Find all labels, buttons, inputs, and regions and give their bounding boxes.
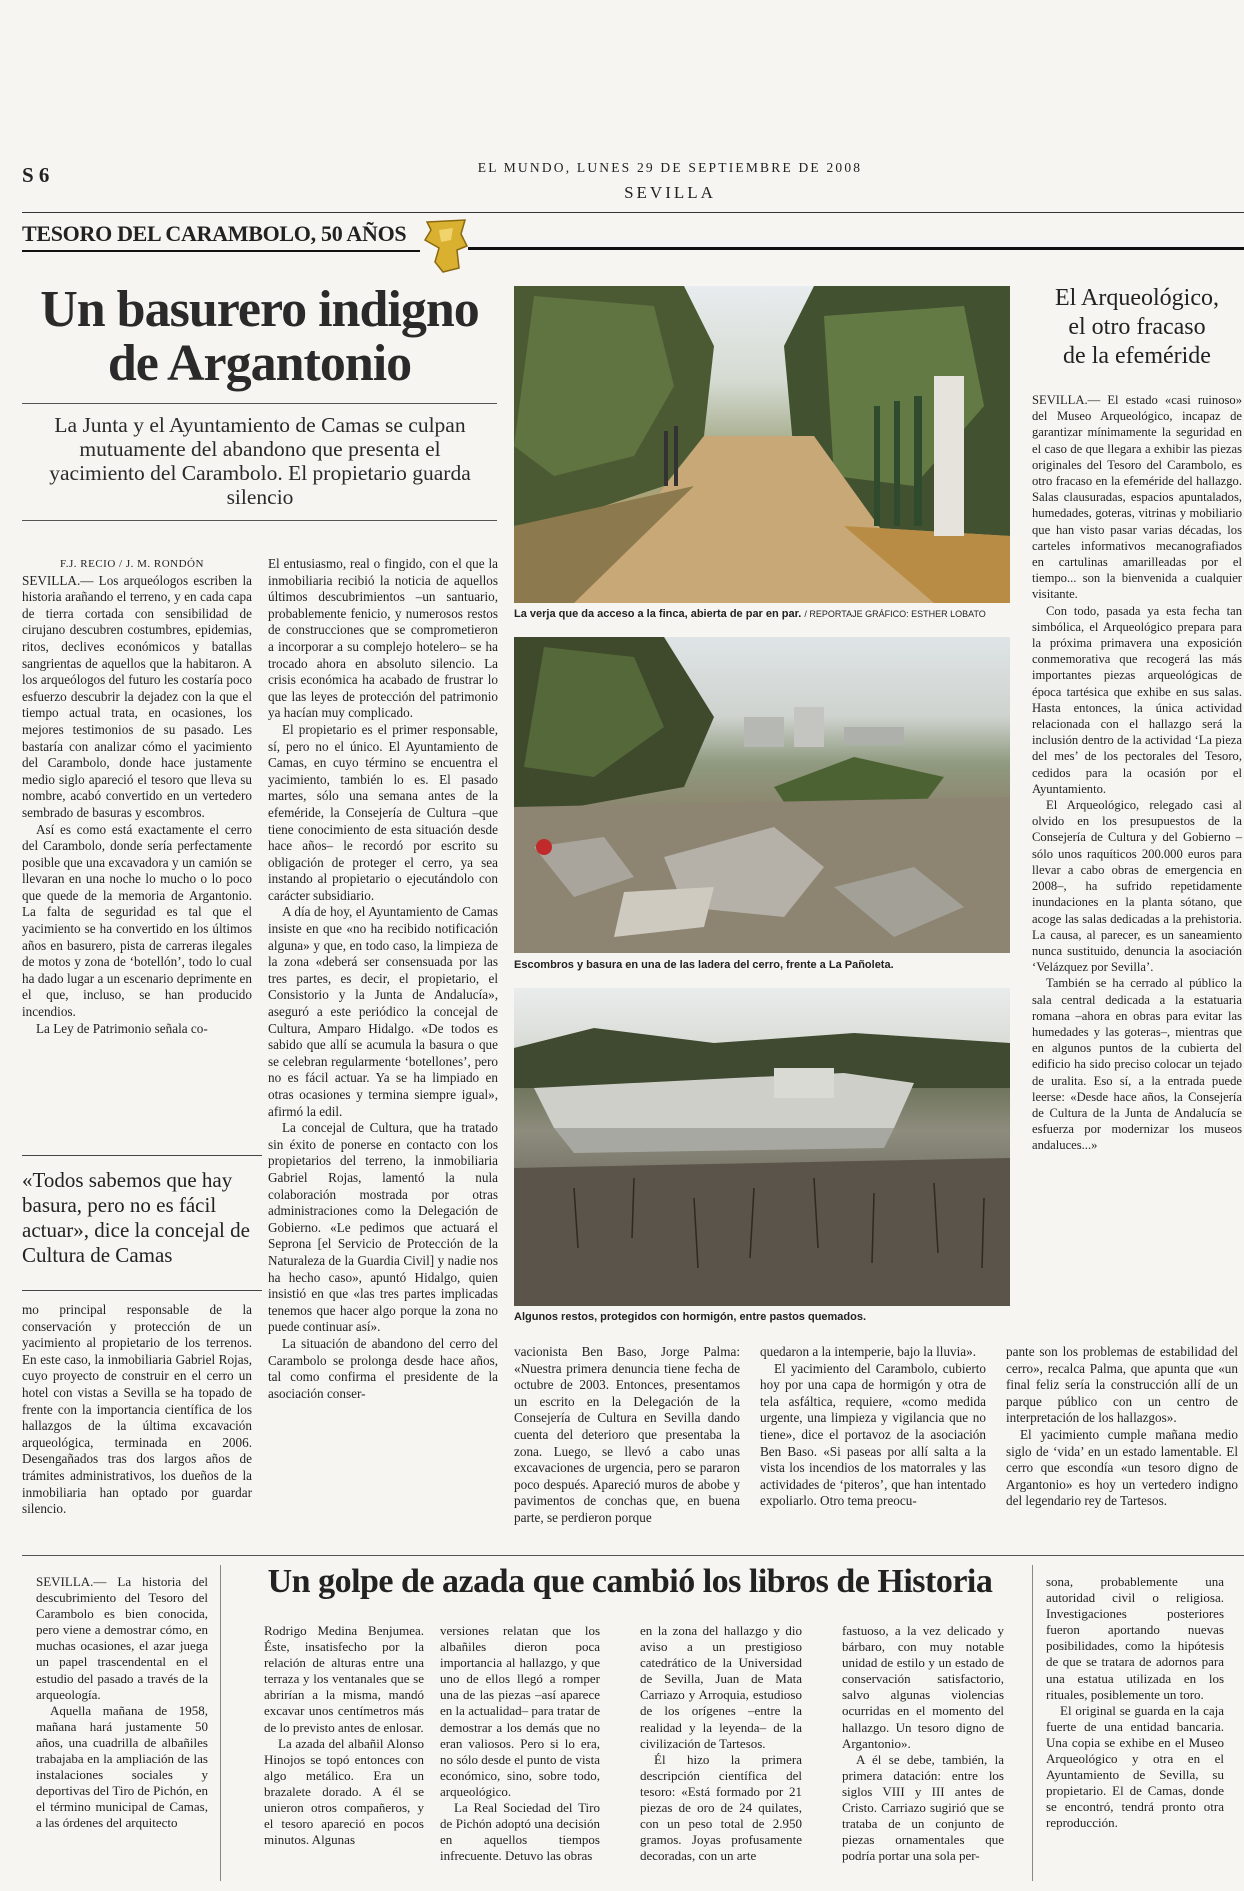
- paragraph: El entusiasmo, real o fingido, con el que la inmobiliaria recibió la noticia de aquellos últimos descubrimientos –un santuario, probablemente fenicio, y numerosos restos de construcciones que se comprometieron a incorporar a su complejo hotelero– se ha trocado ahora en absoluto silencio. La crisis económica ha acabado de frustrar lo que las leyes de protección del patrimonio ya hacían muy complicado.: [268, 556, 498, 721]
- paragraph: Rodrigo Medina Benjumea. Éste, insatisfecho por la relación de alturas entre una terraza y los ventanales que se abrirían a la misma, mandó excavar unos centímetros más de lo previsto antes de enlosar.: [264, 1623, 424, 1735]
- box-rule: [22, 1555, 1244, 1556]
- paragraph: vacionista Ben Baso, Jorge Palma: «Nuestra primera denuncia tiene fecha de octubre de 2003. Entonces, presentamos un escrito en la Delegación de la Consejería de Cultura en Sevilla dando cuenta del deterioro que presentaba la zona. Luego, se llevó a cabo unas excavaciones de urgencia, pero se pararon poco después. Apareció muros de abobe y pavimentos de conchas que, en buena parte, se perdieron porque: [514, 1344, 740, 1525]
- article-column-1-cont: [22, 1302, 252, 1518]
- box-headline: Un golpe de azada que cambió los libros de Historia: [267, 1563, 993, 1600]
- box-column-5: [842, 1623, 1004, 1864]
- pull-quote-rule-top: [22, 1155, 262, 1156]
- paragraph: sona, probablemente una autoridad civil o religiosa. Investigaciones posteriores fueron aportando nuevas posibilidades, como la hipótesis de que se tratara de adornos para una estatua utilizada en los rituales, posiblemente un toro.: [1046, 1574, 1224, 1702]
- headline-line-2: de Argantonio: [107, 335, 412, 392]
- subhead: La Junta y el Ayuntamiento de Camas se culpan mutuamente del abandono que presenta el yacimiento del Carambolo. El propietario guarda silencio: [49, 413, 471, 509]
- paragraph: Aquella mañana de 1958, mañana hará justamente 50 años, una cuadrilla de albañiles trabajaba en la ampliación de las instalaciones sociales y deportivas del Tiro de Pichón, en el término municipal de Camas, a las órdenes del arquitecto: [36, 1702, 208, 1831]
- paragraph: versiones relatan que los albañiles dieron poca importancia al hallazgo, y que uno de ellos llegó a romper una de las piezas –así aparece en la actualidad– para tratar de demostrar a los demás que no eran valiosos. Pero si lo era, no sólo desde el punto de vista económico, sino, sobre todo, arqueológico.: [440, 1623, 600, 1799]
- main-headline: [22, 283, 497, 391]
- paragraph: El Arqueológico, relegado casi al olvido en los presupuestos de la Consejería de Cultura y del Gobierno –sólo unos raquíticos 200.000 euros para llevar a cabo obras de emergencia en 2008–, ha sufrido repetidamente inundaciones en la planta sótano, que acoge las salas dedicadas a la prehistoria. La causa, al parecer, es un saneamiento nunca sustituido, denuncia la asociación ‘Velázquez por Sevilla’.: [1032, 798, 1242, 975]
- photo-caption-1: [514, 608, 1010, 620]
- box-column-6: [1046, 1574, 1224, 1832]
- kicker-rule-right: [468, 247, 1244, 250]
- paragraph: mo principal responsable de la conservación y protección de un yacimiento al propietario de los terrenos. En este caso, la inmobiliaria Gabriel Rojas, cuyo proyecto de construir en el cerro un hotel con vistas a Sevilla se ha topado de frente con la importancia científica de los hallazgos de la última excavación arqueológica, terminada en 2006. Desengañados tras dos largos años de trámites administrativos, los dueños de la inmobiliaria han optado por guardar silencio.: [22, 1302, 252, 1517]
- paragraph: El propietario es el primer responsable, sí, pero no el único. El Ayuntamiento de Camas, en cuyo término se encuentra el yacimiento, también lo es. El pasado martes, sólo una semana antes de la efeméride, la Consejería de Cultura –que tiene conocimiento de esta situación desde hace años– le recordó por escrito su obligación de proteger el cerro, ya sea instando al propietario o ejecutándolo con carácter subsidiario.: [268, 721, 498, 903]
- paragraph: Con todo, pasada ya esta fecha tan simbólica, el Arqueológico prepara para la próxima primavera una exposición conmemorativa que recogerá las más importantes piezas arqueológicas de época tartésica que exhibe en sus salas. Hasta entonces, la única actividad relacionada con el hallazgo será la inclusión dentro de la actividad ‘La pieza del mes’ de los pectorales del Tesoro, cedidos para la ocasión por el Ayuntamiento.: [1032, 603, 1242, 796]
- box-divider: [220, 1565, 221, 1881]
- paragraph: La Real Sociedad del Tiro de Pichón adoptó una decisión en aquellos tiempos infrecuente. Detuvo las obras: [440, 1800, 600, 1864]
- sidebar-headline-2: el otro fracaso: [1068, 314, 1206, 340]
- paragraph: Así es como está exactamente el cerro del Carambolo, donde sería perfectamente posible que una excavadora y un camión se llevaran en una noche lo mucho o lo poco que quede de la memoria de Argantonio. La falta de seguridad es tal que el yacimiento se ha convertido en los últimos años en basurero, pista de carreras ilegales de motos y zona de ‘botellón’, todo lo cual ha dado lugar a un escenario deprimente en el que, incluso, se han producido incendios.: [22, 821, 252, 1020]
- box-column-2: [264, 1623, 424, 1848]
- paragraph: El yacimiento cumple mañana medio siglo de ‘vida’ en un estado lamentable. El cerro que escondía «un tesoro digno de Argantonio» es hoy un vertedero indigno del legendario rey de Tartesos.: [1006, 1426, 1238, 1509]
- paragraph: A él se debe, también, la primera datación: entre los siglos VIII y III antes de Cristo. Carriazo sugirió que se trataba de un conjunto de piezas ornamentales que podría portar una sola per-: [842, 1751, 1004, 1864]
- paragraph: El yacimiento del Carambolo, cubierto hoy por una capa de hormigón y otra de tela asfáltica, requiere, «como medida urgente, una limpieza y vigilancia que no tiene», dice el portavoz de la asociación Ben Baso. «Si paseas por allí salta a la vista los incendios de los matorrales y las actividades de ‘piteros’, que han intentado expoliarlo. Otro tema preocu-: [760, 1360, 986, 1509]
- photo-ruins: [514, 988, 1010, 1306]
- photo-credit: / REPORTAJE GRÁFICO: ESTHER LOBATO: [804, 609, 986, 619]
- paragraph: fastuoso, a la vez delicado y bárbaro, con muy notable unidad de estilo y un estado de conservación satisfactorio, salvo algunas violencias ocurridas en el momento del hallazgo. Un tesoro digno de Argantonio».: [842, 1623, 1004, 1751]
- article-column-4: [760, 1344, 986, 1510]
- paragraph: También se ha cerrado al público la sala central dedicada a la estatuaria romana –ahora en obras para evitar las humedades y las goteras–, mientras que en algunos puntos de la cubierta del edificio ha sido preciso colocar un tejado de uralita. Eso sí, a la entrada puede leerse: «Desde hace años, la Consejería de Cultura de la Junta de Andalucía se esfuerza por modernizar los museos andaluces...»: [1032, 976, 1242, 1153]
- masthead-date: EL MUNDO, LUNES 29 DE SEPTIEMBRE DE 2008: [477, 160, 863, 175]
- paragraph: A día de hoy, el Ayuntamiento de Camas insiste en que «no ha recibido notificación alguna» y que, en todo caso, la limpieza de la zona «deberá ser consensuada por las tres partes, es decir, el propietario, el Consistorio y la Junta de Andalucía», aseguró a este periódico la concejal de Cultura, Amparo Hidalgo. «De todos es sabido que allí se acumula la basura o que se celebran regularmente ‘botellones’, pero no es fácil actuar. Ya se ha limpiado en otras ocasiones y termina siempre igual», afirmó la edil.: [268, 904, 498, 1119]
- paragraph: La situación de abandono del cerro del Carambolo se prolonga desde hace años, tal como confirma el presidente de la asociación conser-: [268, 1335, 498, 1401]
- paragraph: quedaron a la intemperie, bajo la lluvia».: [760, 1344, 977, 1359]
- paragraph: El original se guarda en la caja fuerte de una entidad bancaria. Una copia se exhibe en el Museo Arqueológico y otra en el Ayuntamiento de Sevilla, su propietario. El de Camas, donde se encontró, tendrá pronto otra reproducción.: [1046, 1702, 1224, 1831]
- treasure-logo-icon: [421, 216, 471, 274]
- paragraph: SEVILLA.— Los arqueólogos escriben la historia arañando el terreno, y en cada capa de tierra cortada con sensibilidad de cirujano descubren costumbres, epidemias, ritos, declives económicos y batallas sangrientas de aquellos que la habitaron. A los arqueólogos del futuro les costaría poco esfuerzo descubrir la dejadez con la que el tiempo actual trata, en ocasiones, los mejores testimonios de su pasado. Les bastaría con analizar cómo el yacimiento del Carambolo, donde hace justamente medio siglo apareció el tesoro que lleva su nombre, acabó convertido en un vertedero sembrado de basuras y escombros.: [22, 572, 252, 820]
- paragraph: La concejal de Cultura, que ha tratado sin éxito de ponerse en contacto con los propietarios del terreno, la inmobiliaria Gabriel Rojas, lamentó la nula colaboración mostrada por otras administraciones como la Delegación de Gobierno. «Le pedimos que actuará el Seprona [el Servicio de Protección de la Naturaleza de la Guardia Civil] y nadie nos ha hecho caso», apuntó Hidalgo, quien insistió en que «las tres partes implicadas tenemos que hacer algo porque la zona no puede continuar así».: [268, 1120, 498, 1335]
- headline-line-1: Un basurero indigno: [40, 281, 479, 338]
- paragraph: pante son los problemas de estabilidad del cerro», recalca Palma, que apunta que «un final feliz sería la construcción allí de un parque público con un centro de interpretación de los hallazgos».: [1006, 1344, 1238, 1426]
- masthead-section: SEVILLA: [624, 183, 716, 202]
- article-column-1: [22, 556, 252, 1037]
- pull-quote-rule-bottom: [22, 1290, 262, 1291]
- photo-rubble: [514, 637, 1010, 953]
- section-kicker: TESORO DEL CARAMBOLO, 50 AÑOS: [22, 221, 407, 246]
- box-column-4: [640, 1623, 802, 1864]
- caption-text: La verja que da acceso a la finca, abierta de par en par.: [514, 608, 802, 620]
- paragraph: La azada del albañil Alonso Hinojos se topó entonces con algo metálico. Era un brazalete dorado. A él se unieron otros compañeros, y el tesoro apareció en pocos minutos. Algunas: [264, 1735, 424, 1848]
- paragraph: La Ley de Patrimonio señala co-: [36, 1020, 208, 1036]
- sidebar-headline: [1030, 284, 1244, 371]
- paragraph: SEVILLA.— El estado «casi ruinoso» del Museo Arqueológico, incapaz de garantizar mínimamente la seguridad en el caso de que llegara a exhibir las piezas originales del Tesoro del Carambolo, es otro fracaso en la efeméride del hallazgo. Salas clausuradas, espacios apuntalados, humedades, goteras, vitrinas y mobiliario que han visto pasar varias décadas, los carteles informativos mecanografiados en cartulinas amarilleadas por el tiempo... son la bienvenida a cualquier visitante.: [1032, 393, 1242, 602]
- subhead-rule-bottom: [22, 520, 497, 521]
- box-divider-right: [1032, 1565, 1033, 1881]
- box-column-1: [36, 1574, 208, 1832]
- sidebar-headline-1: El Arqueológico,: [1055, 285, 1219, 311]
- paragraph: en la zona del hallazgo y dio aviso a un prestigioso catedrático de la Universidad de Sevilla, Juan de Mata Carriazo y Arroquia, estudioso de los orígenes –entre la realidad y la leyenda– de la civilización de Tartesos.: [640, 1623, 802, 1751]
- kicker-rule-left: [22, 250, 420, 252]
- sidebar-body: [1032, 392, 1242, 1154]
- photo-caption-3: Algunos restos, protegidos con hormigón, entre pastos quemados.: [514, 1311, 867, 1323]
- paragraph: Él hizo la primera descripción científica del tesoro: «Está formado por 21 piezas de oro de 24 quilates, con un peso total de 2.950 gramos. Joyas profusamente decoradas, con un arte: [640, 1751, 802, 1864]
- article-column-2: [268, 556, 498, 1402]
- sidebar-headline-3: de la efeméride: [1063, 343, 1211, 369]
- page-number: S 6: [22, 163, 50, 187]
- article-column-5: [1006, 1344, 1238, 1510]
- paragraph: SEVILLA.— La historia del descubrimiento del Tesoro del Carambolo es bien conocida, pero viene a demostrar cómo, en muchas ocasiones, el azar juega un papel trascendental en el estudio del pasado a través de la arqueología.: [36, 1574, 208, 1702]
- byline: F.J. RECIO / J. M. RONDÓN: [60, 558, 204, 570]
- masthead-rule: [22, 212, 1244, 213]
- photo-gate: [514, 286, 1010, 603]
- pull-quote: «Todos sabemos que hay basura, pero no es fácil actuar», dice la concejal de Cultura de Camas: [22, 1168, 250, 1267]
- photo-caption-2: Escombros y basura en una de las ladera del cerro, frente a La Pañoleta.: [514, 959, 894, 971]
- article-column-3: [514, 1344, 740, 1527]
- subhead-rule-top: [22, 403, 497, 404]
- box-column-3: [440, 1623, 600, 1864]
